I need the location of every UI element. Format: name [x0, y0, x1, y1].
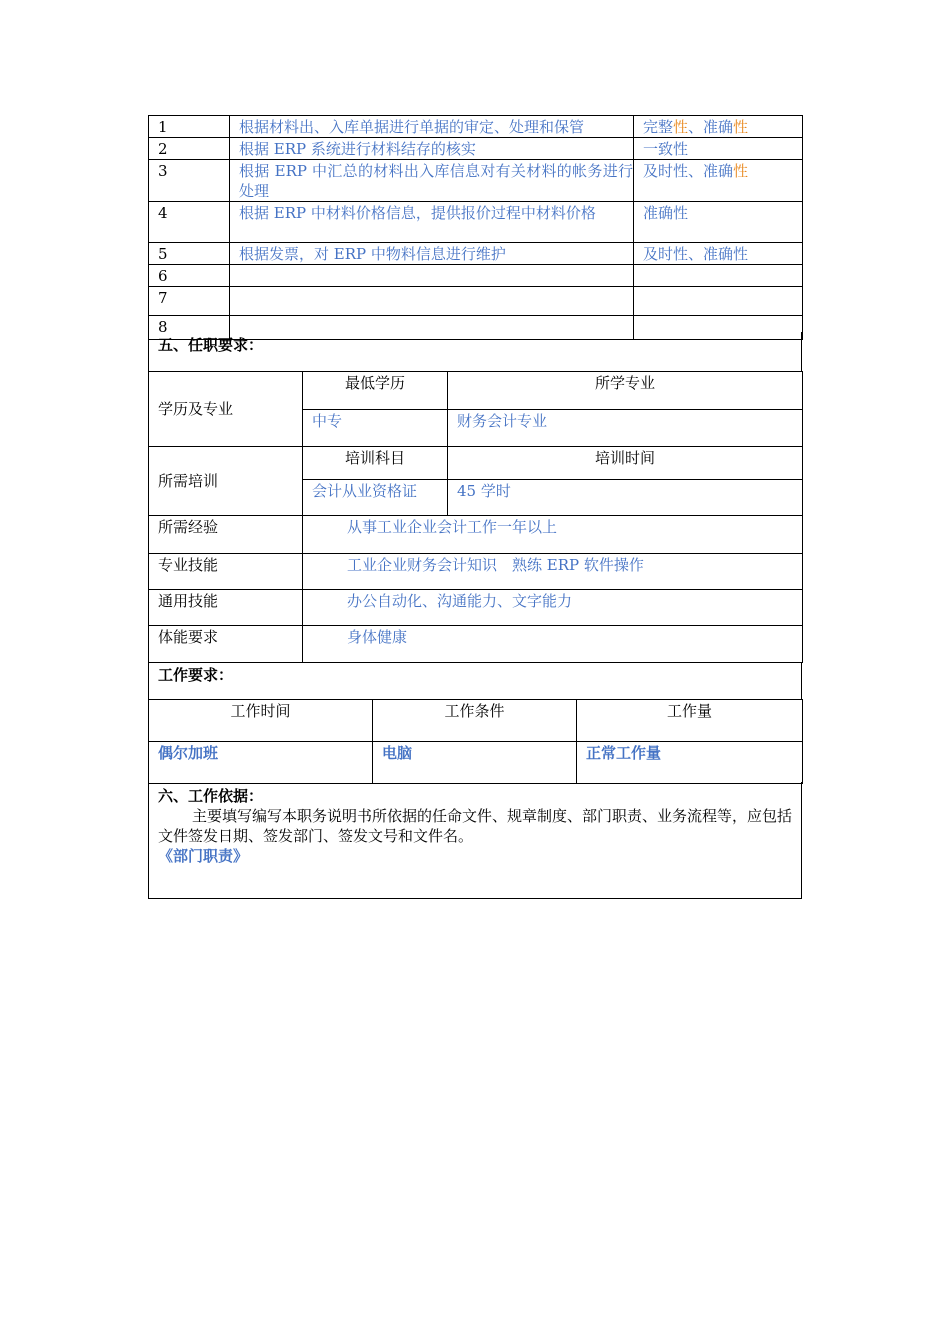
- work-volume-value: 正常工作量: [577, 742, 803, 784]
- duty-standard: [634, 265, 803, 287]
- work-basis-paragraph: 主要填写编写本职务说明书所依据的任命文件、规章制度、部门职责、业务流程等，应包括文件签发日期、签发部门、签发文号和文件名。: [158, 807, 793, 845]
- duty-number: 5: [149, 243, 230, 265]
- edu-col-min-degree: 最低学历: [303, 372, 448, 410]
- duty-row: [149, 138, 803, 160]
- work-col-volume: 工作量: [577, 700, 803, 742]
- duty-number: 8: [149, 316, 230, 340]
- duty-description: 根据 ERP 系统进行材料结存的核实: [230, 138, 634, 160]
- general-skill-value: 办公自动化、沟通能力、文字能力: [303, 590, 803, 626]
- duty-row: [149, 160, 803, 202]
- work-time-value: 偶尔加班: [149, 742, 373, 784]
- duty-number: 2: [149, 138, 230, 160]
- work-requirements-table: [148, 699, 802, 784]
- duty-standard-part: 准确性: [643, 204, 689, 222]
- training-subject-value: 会计从业资格证: [303, 480, 448, 516]
- work-col-conditions: 工作条件: [373, 700, 577, 742]
- qualifications-table: [148, 371, 802, 663]
- edu-min-degree-value: 中专: [303, 410, 448, 447]
- qualifications-heading: 五、任职要求：: [148, 332, 802, 372]
- duty-standard-part: 性: [673, 118, 689, 136]
- duty-description: 根据 ERP 中材料价格信息，提供报价过程中材料价格: [230, 202, 634, 243]
- work-col-time: 工作时间: [149, 700, 373, 742]
- duty-description: 根据材料出、入库单据进行单据的审定、处理和保管: [230, 116, 634, 138]
- professional-skill-value: 工业企业财务会计知识 熟练 ERP 软件操作: [303, 554, 803, 590]
- duty-standard-part: 一致性: [643, 140, 689, 158]
- general-skill-label: 通用技能: [149, 590, 303, 626]
- duty-standard-part: 、准确: [688, 118, 734, 136]
- duty-standard: [634, 160, 803, 202]
- duty-standard-part: 及时性、准确性: [643, 245, 749, 263]
- duty-description: 根据发票，对 ERP 中物料信息进行维护: [230, 243, 634, 265]
- training-col-time: 培训时间: [448, 447, 803, 480]
- duty-standard: [634, 138, 803, 160]
- work-conditions-value: 电脑: [373, 742, 577, 784]
- duty-row: [149, 243, 803, 265]
- training-col-subject: 培训科目: [303, 447, 448, 480]
- duty-row: [149, 202, 803, 243]
- duty-standard-part: 完整: [643, 118, 674, 136]
- work-basis-document: 《部门职责》: [158, 847, 249, 865]
- experience-value: 从事工业企业会计工作一年以上: [303, 516, 803, 554]
- experience-label: 所需经验: [149, 516, 303, 554]
- duty-row: [149, 116, 803, 138]
- duty-number: 3: [149, 160, 230, 202]
- edu-col-major: 所学专业: [448, 372, 803, 410]
- duty-standard-part: 性: [733, 118, 749, 136]
- duty-row: [149, 265, 803, 287]
- duty-standard-part: 及时性、准确: [643, 162, 734, 180]
- duty-description: 根据 ERP 中汇总的材料出入库信息对有关材料的帐务进行处理: [230, 160, 634, 202]
- duty-standard: [634, 287, 803, 316]
- work-basis-section: [148, 782, 802, 899]
- edu-major-value: 财务会计专业: [448, 410, 803, 447]
- duty-standard: [634, 202, 803, 243]
- duty-row: [149, 287, 803, 316]
- duty-description: [230, 265, 634, 287]
- work-requirements-heading: 工作要求：: [148, 662, 802, 700]
- physical-label: 体能要求: [149, 626, 303, 663]
- work-basis-heading: 六、工作依据：: [158, 787, 264, 805]
- duty-standard: [634, 116, 803, 138]
- physical-value: 身体健康: [303, 626, 803, 663]
- duties-table: [148, 115, 802, 340]
- edu-label: 学历及专业: [149, 372, 303, 447]
- duty-number: 6: [149, 265, 230, 287]
- duty-number: 4: [149, 202, 230, 243]
- training-label: 所需培训: [149, 447, 303, 516]
- duty-standard-part: 性: [733, 162, 749, 180]
- duty-standard: [634, 243, 803, 265]
- duty-description: [230, 287, 634, 316]
- professional-skill-label: 专业技能: [149, 554, 303, 590]
- duty-number: 1: [149, 116, 230, 138]
- training-time-value: 45 学时: [448, 480, 803, 516]
- duty-number: 7: [149, 287, 230, 316]
